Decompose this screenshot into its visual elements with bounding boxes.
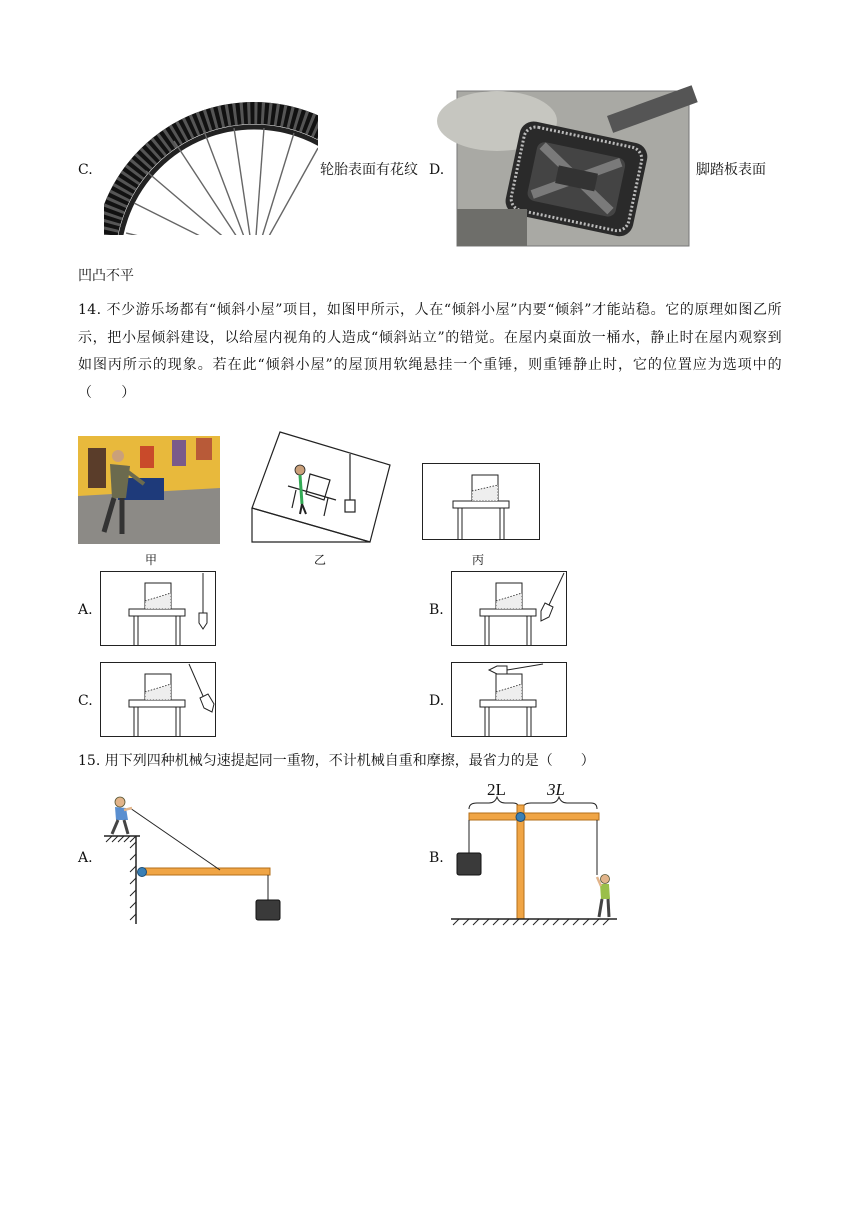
q14-option-c-label: C. [78,693,93,709]
caption-yi: 乙 [314,553,327,567]
q14-option-a-figure [100,571,216,646]
q14-option-a-label: A. [78,602,93,618]
option-d-continuation: 凹凸不平 [78,268,134,284]
q15-option-b-label: B. [429,850,444,866]
figure-yi-tilted-house [250,430,390,545]
label-3l: 3L [547,780,565,799]
option-c-text: 轮胎表面有花纹 [320,162,418,178]
q14-option-b-label: B. [429,602,444,618]
figure-jia-photo [78,436,220,544]
figure-bing [422,463,540,540]
pedal-image [457,91,689,246]
option-d-text: 脚踏板表面 [696,162,766,178]
option-c-label: C. [78,162,93,178]
q15-option-b-figure [451,779,621,929]
q14-stem: 14. 不少游乐场都有“倾斜小屋”项目，如图甲所示，人在“倾斜小屋”内要“倾斜”才能站稳。它的原理如图乙所示，把小屋倾斜建设，以给屋内视角的人造成“倾斜站立”的错觉。在屋内桌面放一桶水，静止时在屋内观察到如图丙所示的现象。若在此“倾斜小屋”的屋顶用软绳悬挂一个重锤，则重锤静止时，它的位置应为选项中的（ ） [78,302,782,401]
q14-option-d-label: D. [429,693,445,709]
q14-option-b-figure [451,571,567,646]
q15-stem: 15. 用下列四种机械匀速提起同一重物，不计机械自重和摩擦，最省力的是（ ） [78,753,595,769]
q15-option-a-figure [100,786,290,926]
caption-jia: 甲 [145,553,158,567]
q15-option-a-label: A. [78,850,93,866]
option-d-label: D. [429,162,445,178]
q14-option-c-figure [100,662,216,737]
tire-image [104,93,318,235]
caption-bing: 丙 [472,553,485,567]
label-2l: 2L [487,780,506,799]
q14-option-d-figure [451,662,567,737]
